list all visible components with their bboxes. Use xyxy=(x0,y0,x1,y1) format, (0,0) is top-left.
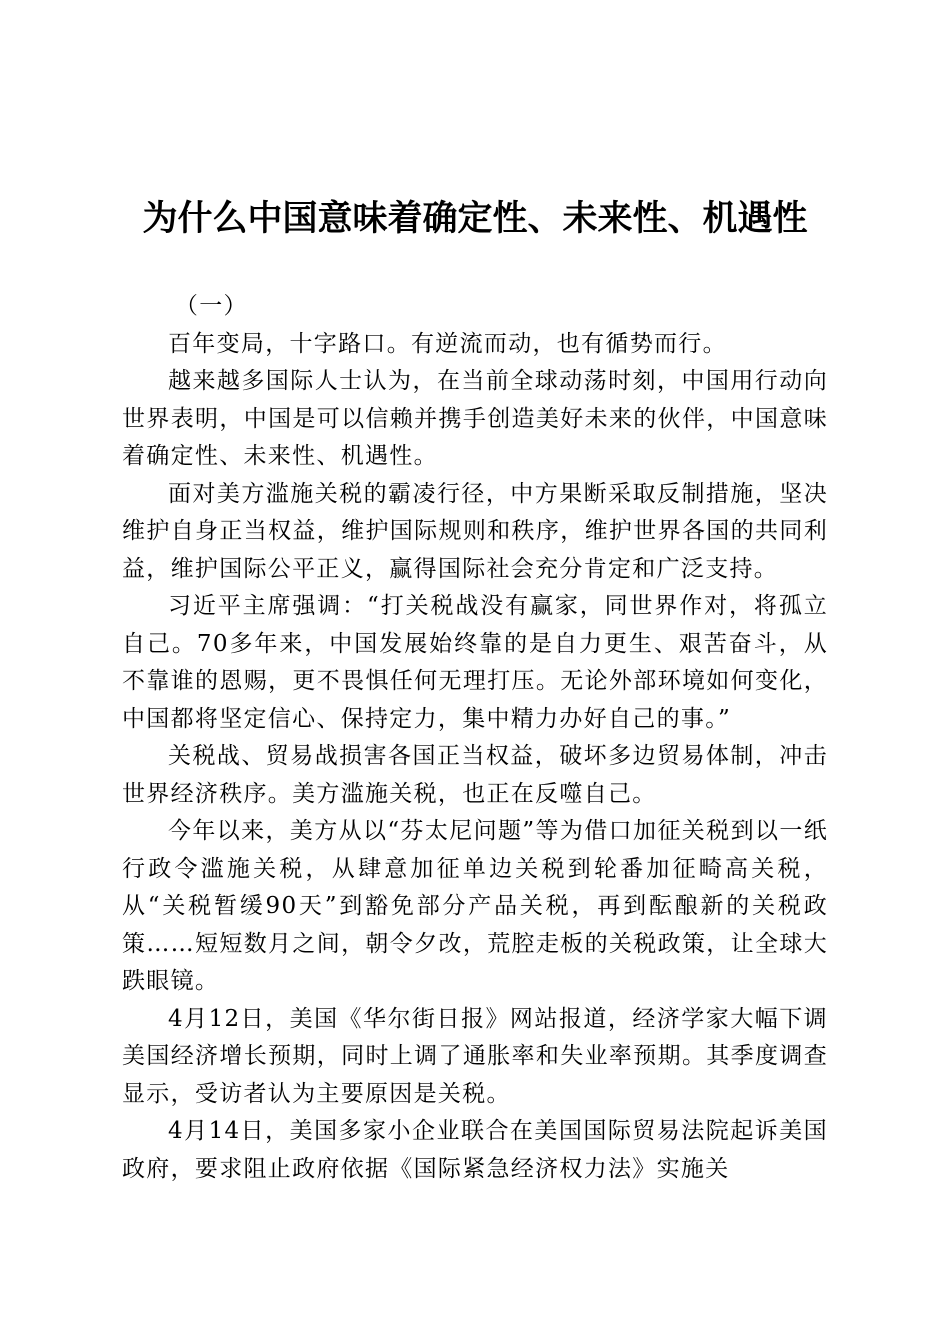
section-label: （一） xyxy=(174,293,248,319)
paragraph-2: 越来越多国际人士认为，在当前全球动荡时刻，中国用行动向世界表明，中国是可以信赖并携手创造美好未来的伙伴，中国意味着确定性、未来性、机遇性。 xyxy=(122,368,828,469)
paragraph-4: 习近平主席强调：“打关税战没有赢家，同世界作对，将孤立自己。70多年来，中国发展始终靠的是自力更生、艰苦奋斗，从不靠谁的恩赐，更不畏惧任何无理打压。无论外部环境如何变化，中国都将坚定信心、保持定力，集中精力办好自己的事。” xyxy=(122,593,828,732)
paragraph-5: 关税战、贸易战损害各国正当权益，破坏多边贸易体制，冲击世界经济秩序。美方滥施关税，也正在反噬自己。 xyxy=(122,743,828,807)
paragraph-8: 4月14日，美国多家小企业联合在美国国际贸易法院起诉美国政府，要求阻止政府依据《国际紧急经济权力法》实施关 xyxy=(122,1118,828,1182)
paragraph-7: 4月12日，美国《华尔街日报》网站报道，经济学家大幅下调美国经济增长预期，同时上调了通胀率和失业率预期。其季度调查显示，受访者认为主要原因是关税。 xyxy=(122,1005,828,1107)
paragraph-1: 百年变局，十字路口。有逆流而动，也有循势而行。 xyxy=(168,330,727,357)
document-title: 为什么中国意味着确定性、未来性、机遇性 xyxy=(142,198,808,239)
paragraph-6: 今年以来，美方从以“芬太尼问题”等为借口加征关税到以一纸行政令滥施关税，从肆意加征单边关税到轮番加征畸高关税，从“关税暂缓90天”到豁免部分产品关税，再到酝酿新的关税政策……短短数月之间，朝令夕改，荒腔走板的关税政策，让全球大跌眼镜。 xyxy=(122,818,828,994)
document-body xyxy=(122,288,828,1188)
paragraph-3: 面对美方滥施关税的霸凌行径，中方果断采取反制措施，坚决维护自身正当权益，维护国际规则和秩序，维护世界各国的共同利益，维护国际公平正义，赢得国际社会充分肯定和广泛支持。 xyxy=(122,480,828,582)
